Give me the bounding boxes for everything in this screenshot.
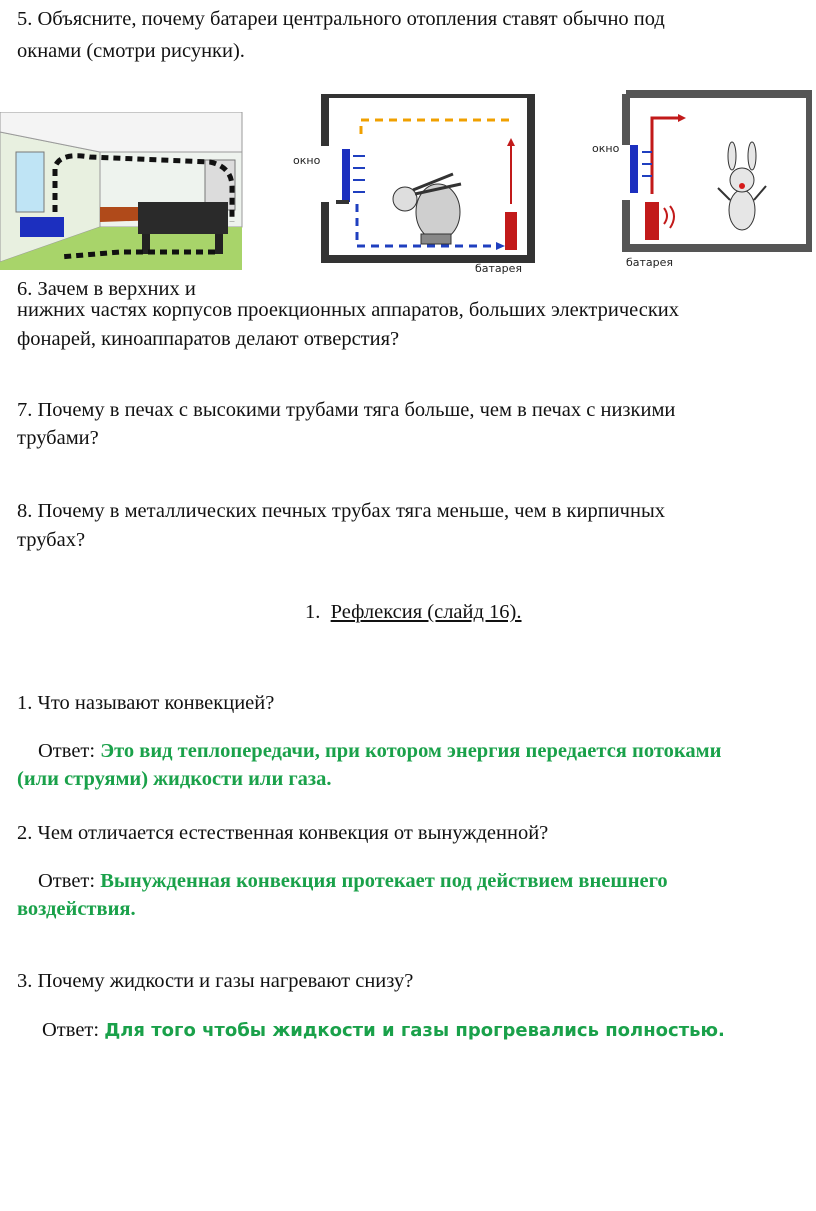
- answer-text: Это вид теплопередачи, при котором энергия передается потоками: [100, 740, 722, 762]
- reflection-1-answer-line-1: [38, 736, 721, 766]
- answer-label: Ответ:: [38, 870, 96, 892]
- answer-text: Для того чтобы жидкости и газы прогревались полностью.: [104, 1020, 725, 1041]
- reflection-3-question: 3. Почему жидкости и газы нагревают снизу?: [17, 970, 414, 992]
- question-6-line-2: нижних частях корпусов проекционных аппаратов, больших электрических: [17, 299, 680, 321]
- battery-label-b: батарея: [626, 256, 674, 269]
- question-7-line-1: 7. Почему в печах с высокими трубами тяга больше, чем в печах с низкими: [17, 399, 676, 421]
- reflection-2-question: 2. Чем отличается естественная конвекция от вынужденной?: [17, 822, 549, 844]
- question-8-line-1: 8. Почему в металлических печных трубах тяга меньше, чем в кирпичных: [17, 500, 665, 522]
- section-heading: [305, 597, 522, 627]
- battery-label-a: батарея: [475, 262, 523, 275]
- section-number: 1.: [305, 601, 321, 623]
- answer-text: Вынужденная конвекция протекает под действием внешнего: [100, 870, 668, 892]
- question-8-line-2: трубах?: [17, 529, 86, 551]
- window-battery-figure-left: [293, 94, 538, 276]
- room-convection-figure: [0, 112, 245, 270]
- window-label-b: окно: [592, 142, 620, 155]
- answer-label: Ответ:: [42, 1019, 100, 1041]
- reflection-2-answer-line-2: воздействия.: [17, 898, 136, 920]
- answer-label: Ответ:: [38, 740, 96, 762]
- question-6-line-1: 6. Зачем в верхних и: [17, 278, 196, 300]
- reflection-1-answer-line-2: (или струями) жидкости или газа.: [17, 768, 332, 790]
- reflection-1-question: 1. Что называют конвекцией?: [17, 692, 275, 714]
- question-7-line-2: трубами?: [17, 427, 99, 449]
- question-6-line-3: фонарей, киноаппаратов делают отверстия?: [17, 328, 400, 350]
- section-title: Рефлексия (слайд 16).: [330, 601, 522, 623]
- reflection-2-answer-line-1: [38, 866, 668, 896]
- question-5-line-2: окнами (смотри рисунки).: [17, 40, 245, 62]
- window-battery-figure-right: [590, 90, 812, 270]
- question-5-line-1: 5. Объясните, почему батареи центрального отопления ставят обычно под: [17, 8, 665, 30]
- window-label-a: окно: [293, 154, 321, 167]
- reflection-3-answer: [42, 1015, 725, 1046]
